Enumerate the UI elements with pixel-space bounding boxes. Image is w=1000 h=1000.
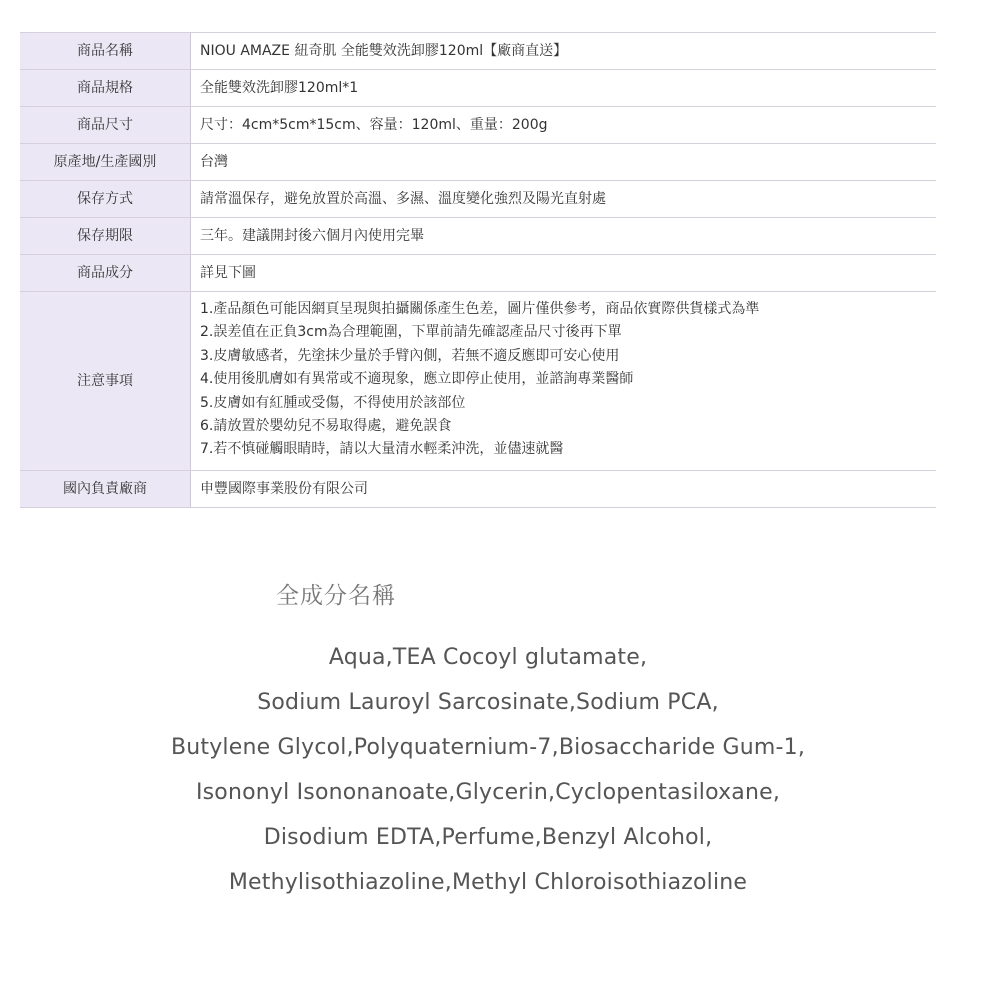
spec-row-ingredients	[20, 255, 936, 292]
spec-value: 尺寸：4cm*5cm*15cm、容量：120ml、重量：200g	[191, 107, 937, 144]
spec-value: 請常溫保存，避免放置於高溫、多濕、溫度變化強烈及陽光直射處	[191, 181, 937, 218]
spec-row-product-name	[20, 33, 936, 70]
spec-label: 原產地/生產國別	[20, 144, 191, 181]
spec-value: 三年。建議開封後六個月內使用完畢	[191, 218, 937, 255]
ingredient-line: Disodium EDTA,Perfume,Benzyl Alcohol,	[263, 825, 713, 850]
ingredient-line: Methylisothiazoline,Methyl Chloroisothiazoline	[228, 870, 748, 895]
spec-value: 全能雙效洗卸膠120ml*1	[191, 70, 937, 107]
ingredient-line: Isononyl Isononanoate,Glycerin,Cyclopentasiloxane,	[195, 780, 781, 805]
spec-label: 商品尺寸	[20, 107, 191, 144]
list-item: 5.皮膚如有紅腫或受傷，不得使用於該部位	[200, 394, 466, 411]
spec-value: 詳見下圖	[191, 255, 937, 292]
spec-label: 國內負責廠商	[20, 470, 191, 507]
spec-row-distributor	[20, 470, 936, 507]
spec-label: 保存方式	[20, 181, 191, 218]
notes-list	[200, 298, 936, 462]
ingredient-line: Butylene Glycol,Polyquaternium-7,Biosaccharide Gum-1,	[170, 735, 806, 760]
notes-cell	[191, 292, 937, 471]
spec-row-shelf-life	[20, 218, 936, 255]
list-item: 6.請放置於嬰幼兒不易取得處，避免誤食	[200, 418, 452, 435]
list-item: 7.若不慎碰觸眼睛時，請以大量清水輕柔沖洗，並儘速就醫	[200, 441, 564, 458]
spec-label: 商品規格	[20, 70, 191, 107]
list-item: 3.皮膚敏感者，先塗抹少量於手臂內側，若無不適反應即可安心使用	[200, 347, 620, 364]
product-spec-table	[20, 32, 936, 508]
spec-row-origin	[20, 144, 936, 181]
spec-label: 商品名稱	[20, 33, 191, 70]
spec-label: 商品成分	[20, 255, 191, 292]
spec-row-storage-method	[20, 181, 936, 218]
spec-row-product-spec	[20, 70, 936, 107]
spec-value: NIOU AMAZE 紐奇肌 全能雙效洗卸膠120ml【廠商直送】	[191, 33, 937, 70]
list-item: 4.使用後肌膚如有異常或不適現象，應立即停止使用，並諮詢專業醫師	[200, 371, 634, 388]
ingredients-title: 全成分名稱	[276, 583, 396, 609]
list-item: 1.產品顏色可能因網頁呈現與拍攝關係產生色差，圖片僅供參考，商品依實際供貨樣式為準	[200, 301, 760, 317]
spec-label: 保存期限	[20, 218, 191, 255]
spec-value: 台灣	[191, 144, 937, 181]
spec-value: 申豐國際事業股份有限公司	[191, 470, 937, 507]
spec-label: 注意事項	[20, 292, 191, 471]
spec-row-product-size	[20, 107, 936, 144]
ingredients-list	[0, 635, 976, 905]
ingredient-line: Sodium Lauroyl Sarcosinate,Sodium PCA,	[257, 690, 719, 715]
list-item: 2.誤差值在正負3cm為合理範圍，下單前請先確認產品尺寸後再下單	[200, 324, 622, 341]
ingredient-line: Aqua,TEA Cocoyl glutamate,	[328, 645, 648, 670]
spec-row-notes	[20, 292, 936, 471]
